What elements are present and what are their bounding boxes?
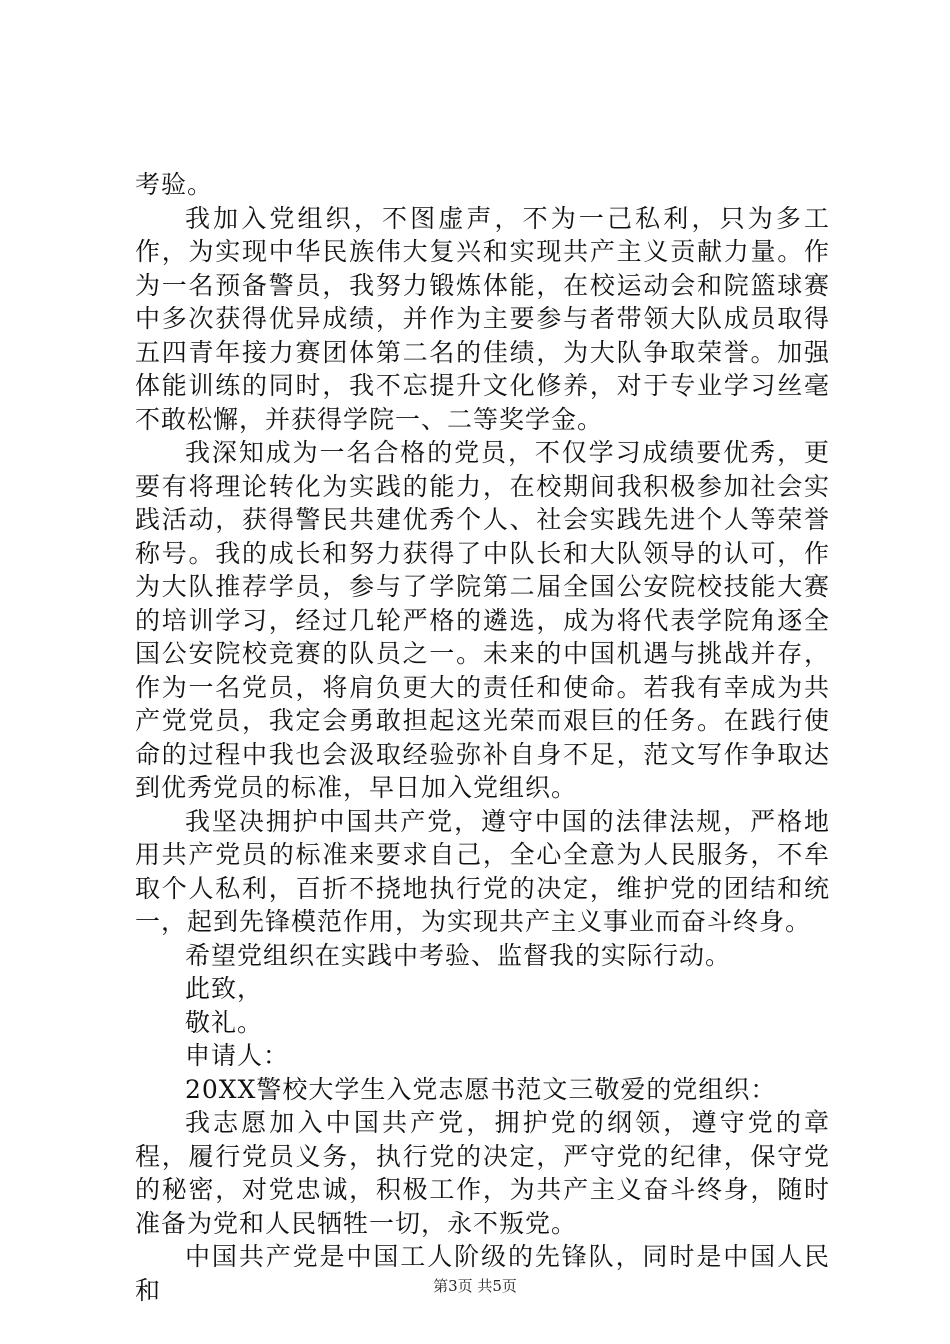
closing-regards: 敬礼。	[185, 1007, 264, 1037]
paragraph: 我坚决拥护中国共产党，遵守中国的法律法规，严格地用共产党员的标准来要求自己，全心全意为人民服务，不牟取个人私利，百折不挠地执行党的决定，维护党的团结和统一，起到先锋模范作用，为实现共产主义事业而奋斗终身。	[135, 806, 830, 936]
page-number-footer: 第3页 共5页	[433, 1277, 517, 1295]
document-body	[135, 168, 830, 1307]
applicant-signature-line: 申请人：	[185, 1041, 290, 1070]
paragraph: 我深知成为一名合格的党员，不仅学习成绩要优秀，更要有将理论转化为实践的能力，在校期间我积极参加社会实践活动，获得警民共建优秀个人、社会实践先进个人等荣誉称号。我的成长和努力获得了中队长和大队领导的认可，作为大队推荐学员，参与了学院第二届全国公安院校技能大赛的培训学习，经过几轮严格的遴选，成为将代表学院角逐全国公安院校竞赛的队员之一。未来的中国机遇与挑战并存，作为一名党员，将肩负更大的责任和使命。若我有幸成为共产党党员，我定会勇敢担起这光荣而艰巨的任务。在践行使命的过程中我也会汲取经验弥补自身不足，范文写作争取达到优秀党员的标准，早日加入党组织。	[135, 438, 830, 802]
paragraph: 考验。	[135, 170, 214, 199]
paragraph: 希望党组织在实践中考验、监督我的实际行动。	[185, 940, 732, 970]
closing-salutation: 此致，	[185, 974, 264, 1003]
section-heading: 20XX警校大学生入党志愿书范文三敬爱的党组织：	[185, 1074, 777, 1104]
paragraph: 中国共产党是中国工人阶级的先锋队，同时是中国人民和	[135, 1242, 830, 1305]
paragraph: 我志愿加入中国共产党，拥护党的纲领，遵守党的章程，履行党员义务，执行党的决定，严守党的纪律，保守党的秘密，对党忠诚，积极工作，为共产主义奋斗终身，随时准备为党和人民牺牲一切，永不叛党。	[135, 1108, 830, 1238]
paragraph: 我加入党组织，不图虚声，不为一己私利，只为多工作，为实现中华民族伟大复兴和实现共产主义贡献力量。作为一名预备警员，我努力锻炼体能，在校运动会和院篮球赛中多次获得优异成绩，并作为主要参与者带领大队成员取得五四青年接力赛团体第二名的佳绩，为大队争取荣誉。加强体能训练的同时，我不忘提升文化修养，对于专业学习丝毫不敢松懈，并获得学院一、二等奖学金。	[135, 203, 830, 434]
